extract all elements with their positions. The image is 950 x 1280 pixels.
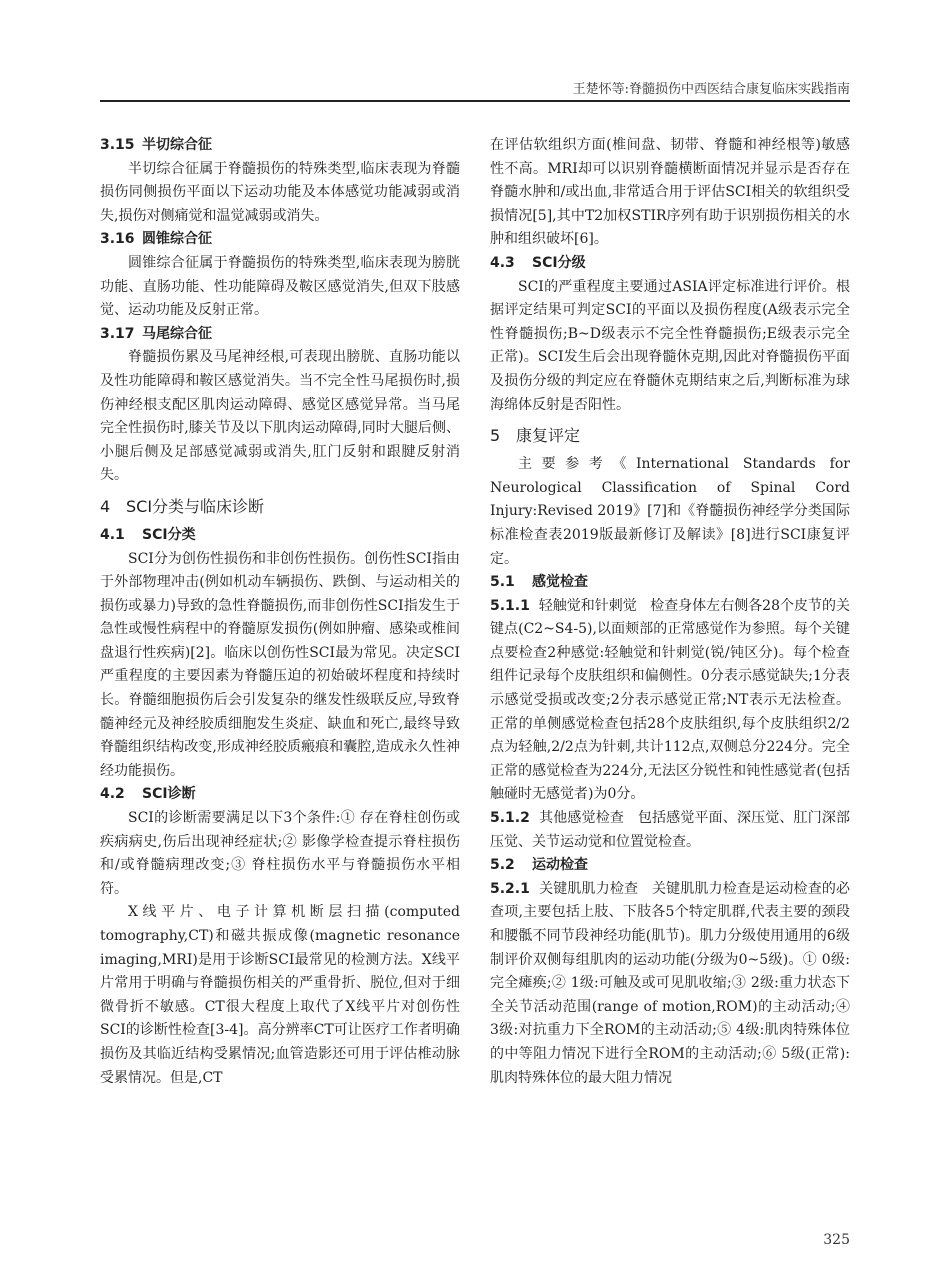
section-5-text: 主要参考《International Standards for Neurological Classification of Spinal Cord Injury:Revised 2019》[7]和《脊髓损伤神经学分类国际标准检查表2019版最新修订及解读》[8]进行SCI康复评定。: [490, 456, 850, 567]
section-4-2-text-2: X线平片、电子计算机断层扫描(computed tomography,CT)和磁共振成像(magnetic resonance imaging,MRI)是用于诊断SCI最常见的检测方法。X线平片常用于明确与脊髓损伤相关的严重骨折、脱位,但对于细微骨折不敏感。CT很大程度上取代了X线平片对创伤性SCI的诊断性检查[3-4]。高分辨率CT可让医疗工作者明确损伤及其临近结构受累情况;血管造影还可用于评估椎动脉受累情况。但是,CT: [100, 904, 460, 1086]
section-4-1-heading: 4.1 SCI分类: [100, 526, 196, 543]
section-5-1-2-text: 5.1.2 其他感觉检查 包括感觉平面、深压觉、肛门深部压觉、关节运动觉和位置觉检查。: [490, 810, 851, 850]
section-4-2-text-1: SCI的诊断需要满足以下3个条件:① 存在脊柱创伤或疾病病史,伤后出现神经症状;② 影像学检查提示脊柱损伤和/或脊髓病理改变;③ 脊柱损伤水平与脊髓损伤水平相符。: [100, 810, 460, 897]
section-5-1-heading: 5.1 感觉检查: [490, 574, 588, 591]
header-rule: [100, 100, 850, 102]
section-4-3-text: SCI的严重程度主要通过ASIA评定标准进行评价。根据评定结果可判定SCI的平面以及损伤程度(A级表示完全性脊髓损伤;B~D级表示不完全性脊髓损伤;E级表示完全正常)。SCI发生后会出现脊髓休克期,因此对脊髓损伤平面及损伤分级的判定应在脊髓休克期结束之后,判断标准为球海绵体反射是否阳性。: [490, 278, 850, 413]
section-3-17-text: 脊髓损伤累及马尾神经根,可表现出膀胱、直肠功能以及性功能障碍和鞍区感觉消失。当不完全性马尾损伤时,损伤神经根支配区肌肉运动障碍、感觉区感觉异常。当马尾完全性损伤时,膝关节及以下肌肉运动障碍,同时大腿后侧、小腿后侧及足部感觉减弱或消失,肛门反射和跟腱反射消失。: [100, 349, 460, 484]
section-5-1-1-text: 5.1.1 轻触觉和针刺觉 检查身体左右侧各28个皮节的关键点(C2~S4-5),以面颊部的正常感觉作为参照。每个关键点要检查2种感觉:轻触觉和针刺觉(锐/钝区分)。每个检查组件记录每个皮肤组织和偏侧性。0分表示感觉缺失;1分表示感觉受损或改变;2分表示感觉正常;NT表示无法检查。正常的单侧感觉检查包括28个皮肤组织,每个皮肤组织2/2点为轻触,2/2点为针刺,共计112点,双侧总分224分。完全正常的感觉检查为224分,无法区分锐性和钝性感觉者(包括触碰时无感觉者)为0分。: [490, 597, 850, 803]
section-5-2-heading: 5.2 运动检查: [490, 857, 588, 874]
section-4-heading: 4 SCI分类与临床诊断: [100, 496, 265, 516]
section-4-3-heading: 4.3 SCI分级: [490, 254, 586, 271]
section-4-2-heading: 4.2 SCI诊断: [100, 786, 196, 803]
section-3-16-text: 圆锥综合征属于脊髓损伤的特殊类型,临床表现为膀胱功能、直肠功能、性功能障碍及鞍区感觉消失,但双下肢感觉、运动功能及反射正常。: [100, 254, 460, 319]
left-column: [100, 134, 460, 1090]
page-number: 325: [823, 1232, 850, 1248]
continued-paragraph: 在评估软组织方面(椎间盘、韧带、脊髓和神经根等)敏感性不高。MRI却可以识别脊髓横断面情况并显示是否存在脊髓水肿和/或出血,非常适合用于评估SCI相关的软组织受损情况[5],其中T2加权STIR序列有助于识别损伤相关的水肿和组织破坏[6]。: [490, 137, 850, 248]
section-3-15-heading: 3.15 半切综合征: [100, 137, 212, 153]
section-5-heading: 5 康复评定: [490, 426, 581, 446]
right-column: [490, 134, 850, 1090]
section-4-1-text: SCI分为创伤性损伤和非创伤性损伤。创伤性SCI指由于外部物理冲击(例如机动车辆损伤、跌倒、与运动相关的损伤或暴力)导致的急性脊髓损伤,而非创伤性SCI指发生于急性或慢性病程中的脊髓原发损伤(例如肿瘤、感染或椎间盘退行性疾病)[2]。临床以创伤性SCI最为常见。决定SCI严重程度的主要因素为脊髓压迫的初始破坏程度和持续时长。脊髓细胞损伤后会引发复杂的继发性级联反应,导致脊髓神经元及神经胶质细胞发生炎症、缺血和死亡,最终导致脊髓组织结构改变,形成神经胶质瘢痕和囊腔,造成永久性神经功能损伤。: [100, 550, 460, 779]
running-title: 王楚怀等:脊髓损伤中西医结合康复临床实践指南: [572, 82, 850, 97]
section-3-15-text: 半切综合征属于脊髓损伤的特殊类型,临床表现为脊髓损伤同侧损伤平面以下运动功能及本体感觉功能减弱或消失,损伤对侧痛觉和温觉减弱或消失。: [100, 160, 460, 224]
section-5-2-1-text: 5.2.1 关键肌肌力检查 关键肌肌力检查是运动检查的必查项,主要包括上肢、下肢各5个特定肌群,代表主要的颈段和腰骶不同节段神经功能(肌节)。肌力分级使用通用的6级制评价双侧每组肌肉的运动功能(分级为0~5级)。① 0级:完全瘫痪;② 1级:可触及或可见肌收缩;③ 2级:重力状态下全关节活动范围(range of motion,ROM)的主动活动;④ 3级:对抗重力下全ROM的主动活动;⑤ 4级:肌肉特殊体位的中等阻力情况下进行全ROM的主动活动;⑥ 5级(正常):肌肉特殊体位的最大阻力情况: [490, 880, 851, 1086]
section-3-17-heading: 3.17 马尾综合征: [100, 325, 212, 342]
section-3-16-heading: 3.16 圆锥综合征: [100, 231, 212, 248]
